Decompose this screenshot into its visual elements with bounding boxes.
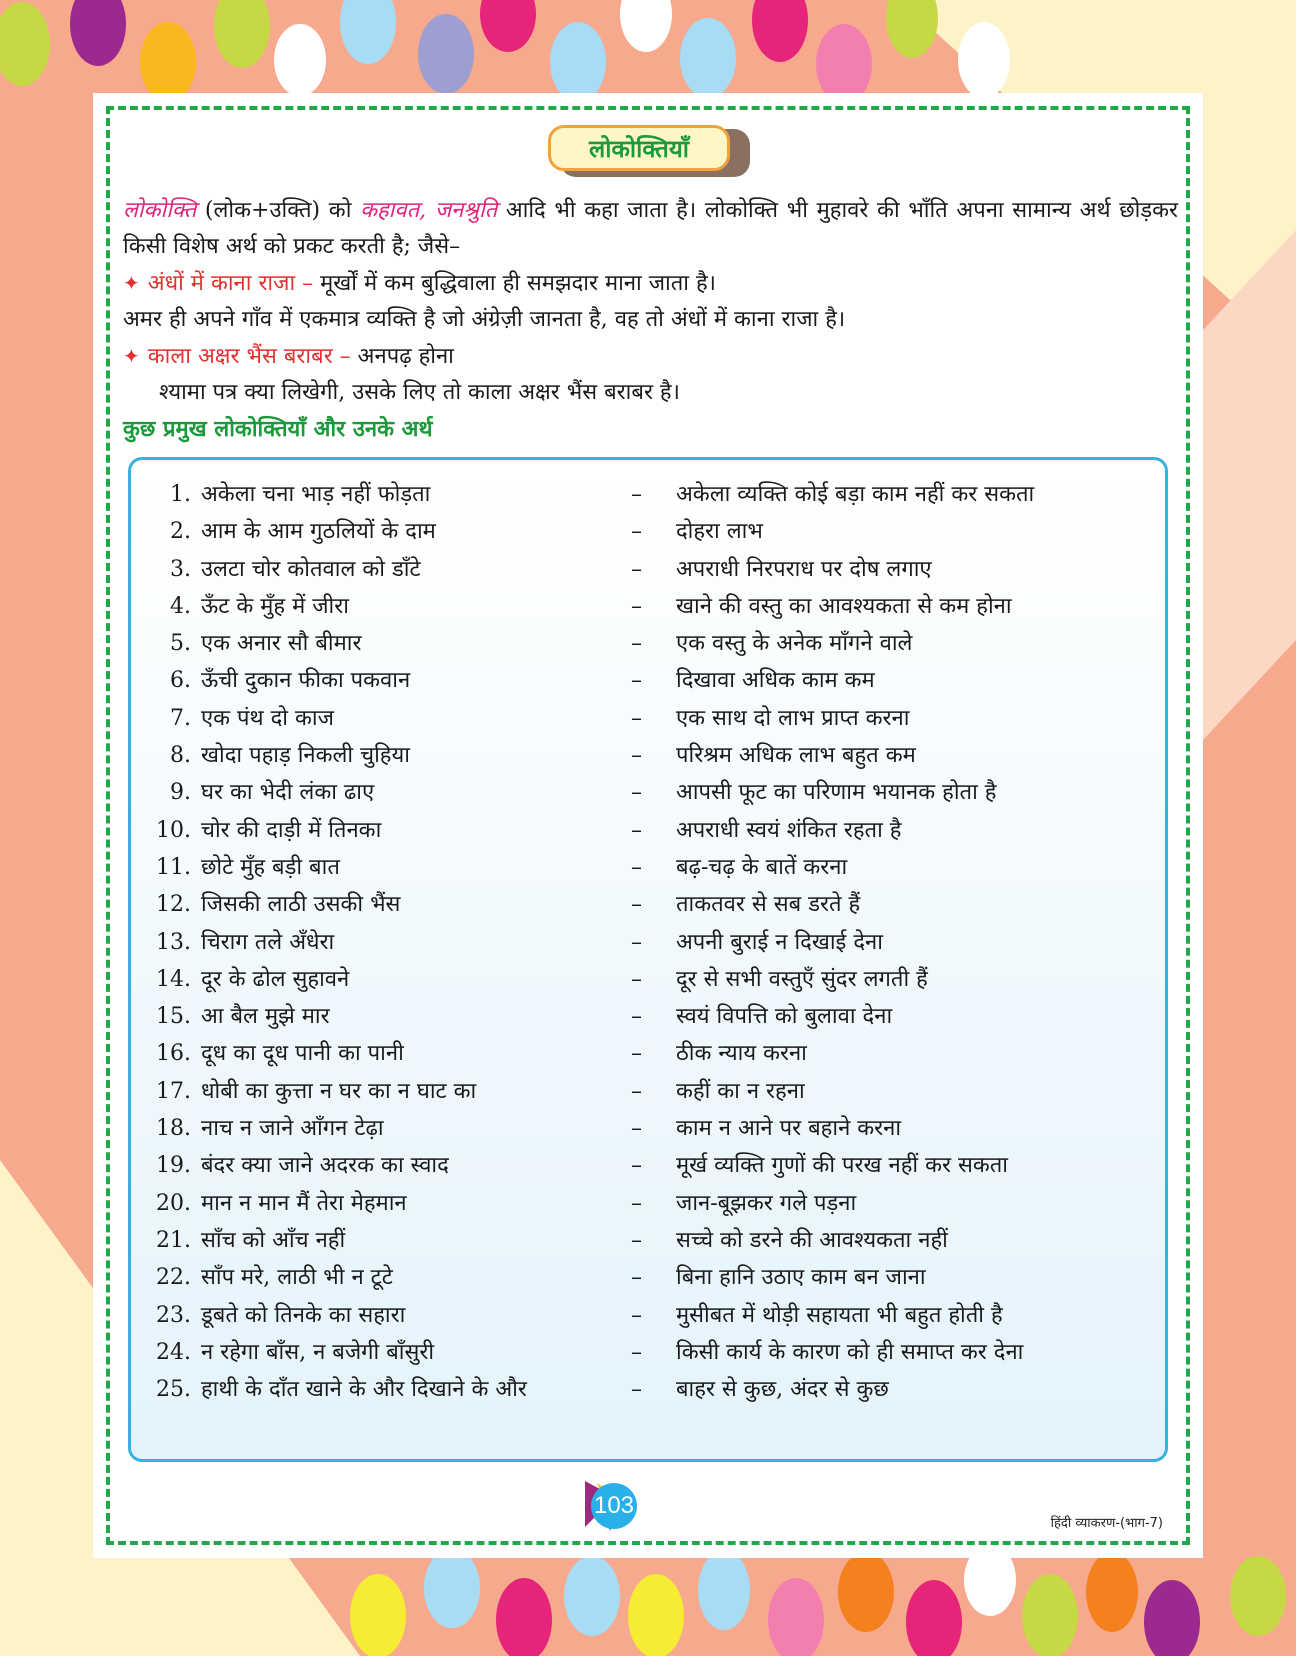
proverb-dash: – <box>631 1004 642 1030</box>
proverb-dash: – <box>631 929 642 955</box>
example-2-meaning: अनपढ़ होना <box>350 344 454 369</box>
proverb-row <box>131 886 1165 923</box>
proverb-text: घर का भेदी लंका ढाए <box>201 780 375 806</box>
proverb-row <box>131 1371 1165 1408</box>
proverb-row <box>131 849 1165 886</box>
proverb-text: साँप मरे, लाठी भी न टूटे <box>201 1265 393 1291</box>
proverb-dash: – <box>631 705 642 731</box>
proverb-meaning: आपसी फूट का परिणाम भयानक होता है <box>676 780 997 806</box>
example-2 <box>123 338 1178 375</box>
intro-paragraph <box>123 193 1178 265</box>
proverb-meaning: बढ़-चढ़ के बातें करना <box>676 854 848 880</box>
proverb-number: 15. <box>156 1004 191 1030</box>
proverb-number: 22. <box>156 1265 191 1291</box>
term-kahavat: कहावत <box>360 198 420 223</box>
proverb-meaning: परिश्रम अधिक लाभ बहुत कम <box>676 743 916 769</box>
proverb-meaning: दूर से सभी वस्तुएँ सुंदर लगती हैं <box>676 966 928 992</box>
proverb-text: अकेला चना भाड़ नहीं फोड़ता <box>201 482 431 507</box>
proverb-number: 2. <box>170 519 191 545</box>
proverb-dash: – <box>631 892 642 918</box>
proverb-row <box>131 1222 1165 1259</box>
proverb-dash: – <box>631 1116 642 1142</box>
proverb-row <box>131 513 1165 550</box>
example-2-sentence: श्यामा पत्र क्या लिखेगी, उसके लिए तो काला अक्षर भैंस बराबर है। <box>159 380 680 405</box>
proverb-text: बंदर क्या जाने अदरक का स्वाद <box>201 1153 449 1179</box>
proverb-number: 8. <box>170 743 191 769</box>
proverb-text: एक पंथ दो काज <box>201 705 334 731</box>
proverb-meaning: अपराधी स्वयं शंकित रहता है <box>676 817 902 843</box>
proverb-number: 3. <box>170 556 191 582</box>
proverb-text: नाच न जाने आँगन टेढ़ा <box>201 1116 384 1142</box>
proverb-row <box>131 774 1165 811</box>
proverb-number: 7. <box>170 705 191 731</box>
proverb-text: न रहेगा बाँस, न बजेगी बाँसुरी <box>201 1339 435 1365</box>
star-bullet-icon: ✦ <box>123 271 140 295</box>
proverb-meaning: कहीं का न रहना <box>676 1078 805 1104</box>
footer-book-title: हिंदी व्याकरण-(भाग-7) <box>1050 1516 1163 1531</box>
proverb-text: दूर के ढोल सुहावने <box>201 966 350 992</box>
proverb-meaning: मूर्ख व्यक्ति गुणों की परख नहीं कर सकता <box>676 1153 1008 1179</box>
proverb-row <box>131 812 1165 849</box>
proverb-row <box>131 924 1165 961</box>
proverb-row <box>131 700 1165 737</box>
proverb-dash: – <box>631 817 642 843</box>
proverb-dash: – <box>631 1078 642 1104</box>
proverb-number: 4. <box>170 593 191 619</box>
example-1 <box>123 265 1178 302</box>
term-separator: , <box>419 198 435 223</box>
proverb-meaning: मुसीबत में थोड़ी सहायता भी बहुत होती है <box>676 1302 1003 1328</box>
example-1-meaning: मूर्खों में कम बुद्धिवाला ही समझदार माना जाता है। <box>313 271 716 296</box>
proverb-meaning: किसी कार्य के कारण को ही समाप्त कर देना <box>676 1339 1024 1365</box>
example-1-phrase: अंधों में काना राजा – <box>147 271 314 296</box>
proverb-number: 1. <box>170 482 191 507</box>
proverb-number: 6. <box>170 668 191 694</box>
proverb-meaning: एक साथ दो लाभ प्राप्त करना <box>676 705 910 731</box>
proverb-row <box>131 588 1165 625</box>
proverb-row <box>131 1110 1165 1147</box>
proverb-text: धोबी का कुत्ता न घर का न घाट का <box>201 1078 477 1104</box>
proverb-meaning: स्वयं विपत्ति को बुलावा देना <box>676 1004 893 1030</box>
proverb-dash: – <box>631 780 642 806</box>
proverb-row <box>131 551 1165 588</box>
proverb-text: चोर की दाड़ी में तिनका <box>201 817 382 843</box>
proverb-row <box>131 1185 1165 1222</box>
proverb-meaning: दिखावा अधिक काम कम <box>676 668 875 694</box>
proverb-number: 11. <box>156 854 191 880</box>
proverb-text: उलटा चोर कोतवाल को डाँटे <box>201 556 421 582</box>
proverb-meaning: अपनी बुराई न दिखाई देना <box>676 929 883 955</box>
proverb-text: आ बैल मुझे मार <box>201 1004 330 1030</box>
proverb-row <box>131 737 1165 774</box>
proverb-dash: – <box>631 556 642 582</box>
page-number-badge <box>583 1481 643 1531</box>
proverb-meaning: ताकतवर से सब डरते हैं <box>676 892 861 918</box>
proverb-dash: – <box>631 1041 642 1067</box>
page-number: 103 <box>591 1483 637 1529</box>
proverb-number: 23. <box>156 1302 191 1328</box>
proverb-number: 16. <box>156 1041 191 1067</box>
proverb-text: साँच को आँच नहीं <box>201 1227 346 1253</box>
proverb-dash: – <box>631 1190 642 1216</box>
proverb-dash: – <box>631 1302 642 1328</box>
proverb-meaning: बिना हानि उठाए काम बन जाना <box>676 1265 926 1291</box>
proverb-row <box>131 1259 1165 1296</box>
proverb-dash: – <box>631 1153 642 1179</box>
proverb-dash: – <box>631 1227 642 1253</box>
star-bullet-icon: ✦ <box>123 344 140 368</box>
proverb-dash: – <box>631 631 642 657</box>
intro-section <box>123 193 1178 411</box>
proverb-meaning: बाहर से कुछ, अंदर से कुछ <box>676 1377 889 1403</box>
proverb-number: 17. <box>156 1078 191 1104</box>
proverb-dash: – <box>631 519 642 545</box>
proverb-text: जिसकी लाठी उसकी भैंस <box>201 892 401 918</box>
intro-text-1: (लोक+उक्ति) को <box>196 198 361 223</box>
proverb-text: मान न मान मैं तेरा मेहमान <box>201 1190 407 1216</box>
intro-text-2: आदि भी कहा जाता है। लोकोक्ति भी मुहावरे की भाँति अपना सामान्य अर्थ छोड़कर किसी विशेष अर्थ को प्रकट करती है; जैसे– <box>123 198 1178 259</box>
proverb-row <box>131 476 1165 513</box>
proverb-text: एक अनार सौ बीमार <box>201 631 362 657</box>
proverb-meaning: दोहरा लाभ <box>676 519 763 545</box>
proverb-list <box>131 476 1165 1408</box>
proverb-dash: – <box>631 743 642 769</box>
example-2-phrase: काला अक्षर भैंस बराबर – <box>147 344 351 369</box>
proverb-dash: – <box>631 593 642 619</box>
proverb-number: 10. <box>156 817 191 843</box>
title-badge <box>548 125 748 175</box>
example-1-sentence: अमर ही अपने गाँव में एकमात्र व्यक्ति है जो अंग्रेज़ी जानता है, वह तो अंधों में काना राजा है। <box>123 307 846 332</box>
proverb-text: दूध का दूध पानी का पानी <box>201 1041 404 1067</box>
proverb-number: 20. <box>156 1190 191 1216</box>
proverb-text: ऊँची दुकान फीका पकवान <box>201 668 411 694</box>
proverb-text: ऊँट के मुँह में जीरा <box>201 593 349 619</box>
proverb-dash: – <box>631 1377 642 1403</box>
proverb-number: 21. <box>156 1227 191 1253</box>
proverb-dash: – <box>631 854 642 880</box>
proverb-number: 5. <box>170 631 191 657</box>
proverb-meaning: काम न आने पर बहाने करना <box>676 1116 902 1142</box>
proverb-meaning: एक वस्तु के अनेक माँगने वाले <box>676 631 913 657</box>
proverb-number: 19. <box>156 1153 191 1179</box>
proverb-meaning: अपराधी निरपराध पर दोष लगाए <box>676 556 932 582</box>
proverb-row <box>131 961 1165 998</box>
proverb-number: 14. <box>156 966 191 992</box>
proverb-dash: – <box>631 668 642 694</box>
term-janashruti: जनश्रुति <box>434 198 498 223</box>
proverb-meaning: जान-बूझकर गले पड़ना <box>676 1190 857 1216</box>
proverb-number: 13. <box>156 929 191 955</box>
proverb-number: 24. <box>156 1339 191 1365</box>
term-lokokti: लोकोक्ति <box>123 198 197 223</box>
proverb-text: हाथी के दाँत खाने के और दिखाने के और <box>201 1377 527 1403</box>
proverb-dash: – <box>631 966 642 992</box>
proverb-text: चिराग तले अँधेरा <box>201 929 335 955</box>
proverb-row <box>131 998 1165 1035</box>
proverb-text: डूबते को तिनके का सहारा <box>201 1302 406 1328</box>
proverb-text: खोदा पहाड़ निकली चुहिया <box>201 743 410 769</box>
proverb-meaning: ठीक न्याय करना <box>676 1041 807 1067</box>
proverb-meaning: सच्चे को डरने की आवश्यकता नहीं <box>676 1227 948 1253</box>
proverb-number: 18. <box>156 1116 191 1142</box>
proverb-dash: – <box>631 1265 642 1291</box>
page-title: लोकोक्तियाँ <box>548 125 730 171</box>
proverb-row <box>131 1334 1165 1371</box>
proverb-dash: – <box>631 1339 642 1365</box>
proverb-table-box <box>128 457 1168 1462</box>
proverb-number: 12. <box>156 892 191 918</box>
proverb-row <box>131 1073 1165 1110</box>
proverb-row <box>131 662 1165 699</box>
proverb-meaning: खाने की वस्तु का आवश्यकता से कम होना <box>676 593 1012 619</box>
proverb-row <box>131 625 1165 662</box>
proverb-number: 9. <box>170 780 191 806</box>
proverb-meaning: अकेला व्यक्ति कोई बड़ा काम नहीं कर सकता <box>676 482 1035 507</box>
proverb-text: आम के आम गुठलियों के दाम <box>201 519 436 545</box>
proverb-row <box>131 1297 1165 1334</box>
proverb-row <box>131 1035 1165 1072</box>
section-heading: कुछ प्रमुख लोकोक्तियाँ और उनके अर्थ <box>123 416 433 442</box>
proverb-number: 25. <box>156 1377 191 1403</box>
proverb-dash: – <box>631 482 642 507</box>
worksheet-page <box>93 93 1203 1558</box>
proverb-row <box>131 1147 1165 1184</box>
proverb-text: छोटे मुँह बड़ी बात <box>201 854 340 880</box>
